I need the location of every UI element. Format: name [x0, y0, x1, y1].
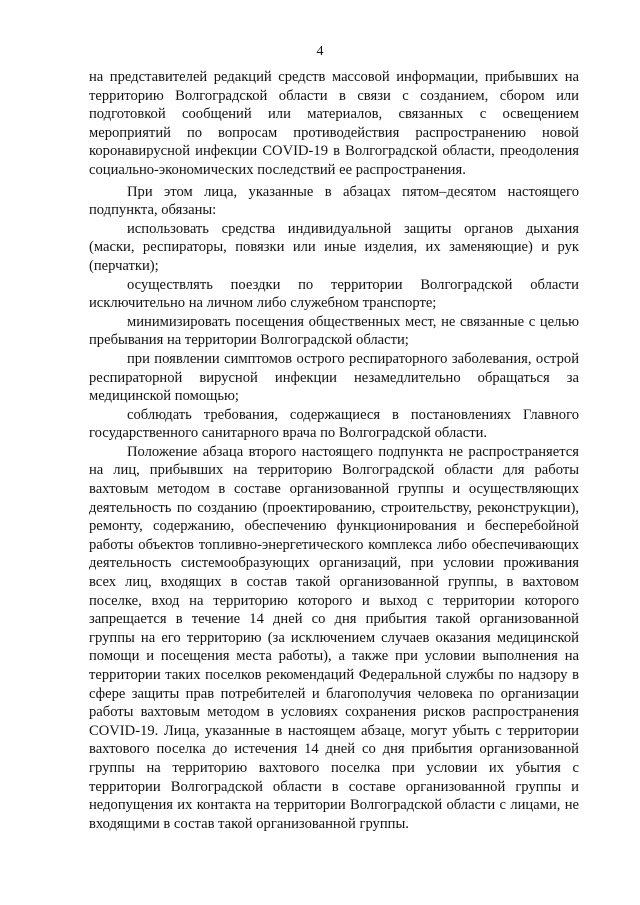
paragraph-ppe: использовать средства индивидуальной защиты органов дыхания (маски, респираторы, повязки или иные изделия, их заменяющие) и рук (перчатки); [89, 220, 579, 274]
paragraph-transport: осуществлять поездки по территории Волгоградской области исключительно на личном либо служебном транспорте; [89, 276, 579, 312]
paragraph-obligations-intro: При этом лица, указанные в абзацах пятом–десятом настоящего подпункта, обязаны: [89, 183, 579, 219]
paragraph-media-representatives: на представителей редакций средств массовой информации, прибывших на территорию Волгоградской области в связи с созданием, сбором или подготовкой сообщений или материалов, связанных с освещением мероприятий по вопросам противодействия распространению новой коронавирусной инфекции COVID-19 в Волгоградской области, преодоления социально-экономических последствий ее распространения. [89, 69, 579, 178]
page-number: 4 [316, 44, 324, 59]
document-body [89, 68, 579, 833]
paragraph-requirements: соблюдать требования, содержащиеся в постановлениях Главного государственного санитарного врача по Волгоградской области. [89, 406, 579, 442]
paragraph-public-places: минимизировать посещения общественных мест, не связанные с целью пребывания на территории Волгоградской области; [89, 313, 579, 349]
paragraph-symptoms: при появлении симптомов острого респираторного заболевания, острой респираторной вирусной инфекции незамедлительно обращаться за медицинской помощью; [89, 350, 579, 405]
paragraph-shift-workers: Положение абзаца второго настоящего подпункта не распространяется на лиц, прибывших на территорию Волгоградской области для работы вахтовым методом в составе организованной группы и осуществляющих деятельность по созданию (проектированию, строительству, реконструкции), ремонту, содержанию, обеспечению функционирования и бесперебойной работы объектов топливно-энергетического комплекса либо обеспечивающих деятельность системообразующих организаций, при условии проживания всех лиц, входящих в состав такой организованной группы, в вахтовом поселке, вход на территорию которого и выход с территории которого запрещается в течение 14 дней со дня прибытия такой организованной группы на его территорию (за исключением случаев оказания медицинской помощи и посещения места работы), а также при условии выполнения на территории таких поселков рекомендаций Федеральной службы по надзору в сфере защиты прав потребителей и благополучия человека по организации работы вахтовым методом в условиях сохранения рисков распространения COVID-19. Лица, указанные в настоящем абзаце, могут убыть с территории вахтового поселка до истечения 14 дней со дня прибытия организованной группы на территорию вахтового поселка при условии их убытия с территории Волгоградской области в составе организованной группы и недопущения их контакта на территории Волгоградской области с лицами, не входящими в состав такой организованной группы. [89, 443, 579, 832]
